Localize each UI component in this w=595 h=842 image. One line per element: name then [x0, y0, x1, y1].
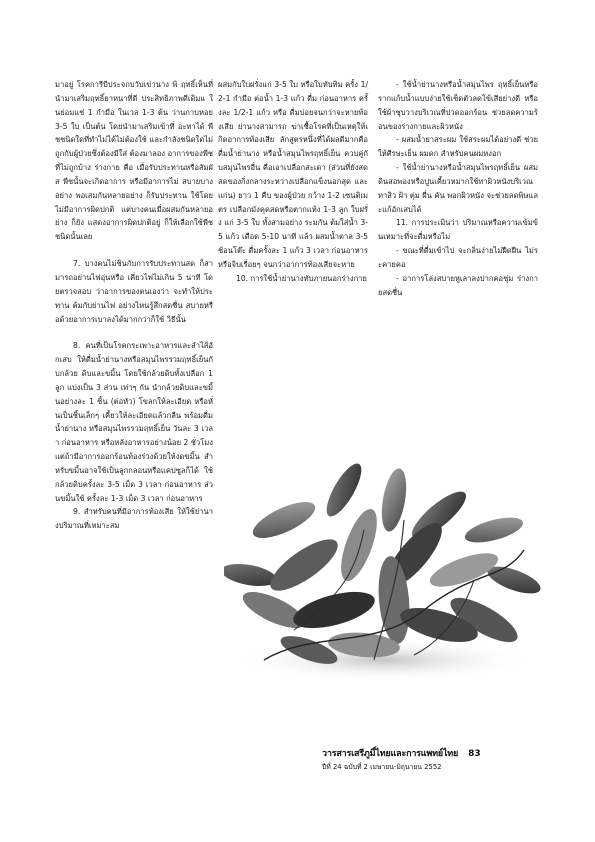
paragraph: 11. การประเมินว่า ปริมาณหรือความเข้มข้นเหมาะที่จะดื่มหรือไม่ [378, 218, 538, 242]
leaf-cluster-icon [224, 460, 542, 692]
paragraph: - ใช้น้ำย่านางหรือน้ำสมุนไพรฤทธิ์เย็น ผสมดินสอพองหรือปูนเคี้ยวหมากใช้ทาผิวหนังบริเวณ ทาสิว ฝ้า ตุ่ม ผื่น คัน พอกผิวหนัง จะช่วยลดพิษและแก้อักเสบได้ [378, 163, 538, 214]
paragraph: - ผสมน้ำยาสระผม ใช้สระผมได้อย่างดี ช่วยให้ศีรษะเย็น ผมดก สำหรับคนผมหงอก [378, 135, 538, 159]
text-column-3 [378, 78, 538, 300]
paragraph: 10. การใช้น้ำย่านางทับภายนอกร่างกาย [236, 273, 367, 283]
page-footer [322, 746, 542, 772]
text-column-1 [55, 78, 213, 533]
paragraph: 8. คนที่เป็นโรคกระเพาะอาหารและลำไส้อักเสบ ให้ดื่มน้ำย่านางหรือสมุนไพรรวมฤทธิ์เย็นกับกล้วย ดิบและขมิ้น โดยใช้กล้วยดิบทั้งเปลือก 1 ลูก แบ่งเป็น 3 ส่วน เท่าๆ กัน นำกล้วยดิบและขมิ้นอย่างละ 1 ชิ้น (ต่อหัว) โขลกให้ละเอียด หรือหั่นเป็นชิ้นเล็กๆ เคี้ยวให้ละเอียดแล้วกลืน พร้อมดื่มน้ำย่านาง หรือสมุนไพรรวมฤทธิ์เย็น วันละ 3 เวลา ก่อนอาหาร หรือหลังอาหารอย่างน้อย 2 ชั่วโมง แต่ถ้ามีอาการออกร้อนท้องร่วงด้วยให้งดขมิ้น สำหรับขมิ้นอาจใช้เป็นลูกกลอนหรือแคปซูลก็ได้ ใช้กล้วยดิบครั้งละ 3-5 เม็ด 3 เวลา ก่อนอาหาร ส่วนขมิ้นใช้ ครั้งละ 1-3 เม็ด 3 เวลา ก่อนอาหาร [55, 341, 213, 503]
paragraph: มาอยู่ โรคการีบีประจกบวับเข่านาง พิ ฤทธิ์เห็นที่นำมาเสริมฤทธิ์ยาหนาที่ดี ประสิทธิภาพดีเดิมแ ในย่อมแช่ 1 กำมือ ในเวล 1-3 ต้น ว่านกาบหอย 3-5 ใบ เป็นต้น โดยนำมาเสริมเข้าที่ อะทาได้ พืชชนิดใดที่ทำไม่ได้ไม่ต้องใช้ และกำลังชนิดใดไม่ถูกกับผู้ป่วยซึ่งต้องมีใส่ ต้องมาลอง อาการของพืชที่ไม่ถูกบ้าง ร่างกาย คือ เมื่อรับประทานหรือสัมผัส พืชนั้นจะเกิดอาการ หรือมีอาการไม่ สบายบางอย่าง พอเสมกันหลายอย่าง ก็รับประทาน ใช้โดยไม่มีอาการผิดปกติ แต่บางคนเมื่อผสมกันหลายอย่าง ก็ยัง แสดงอาการผิดปกติอยู่ ก็ให้เลือกใช้พืช ชนิดนั้นเลย [55, 80, 213, 242]
issue-info: ปีที่ 24 ฉบับที่ 2 เมษายน-มิถุนายน 2552 [322, 763, 442, 771]
yanang-leaves-photo [224, 460, 542, 692]
page-number: 83 [468, 749, 481, 759]
paragraph: ผสมกับใบฝรั่งแก่ 3-5 ใบ หรือใบทับทิม ครั้ง 1/2-1 กำมือ ต่อน้ำ 1-3 แก้ว ดื่ม ก่อนอาหาร ครั้งละ 1/2-1 แก้ว หรือ ดื่มบ่อยจนกว่าจะหายท้องเสีย ย่านางสามารถ ฆ่าเชื้อโรคที่เป็นเหตุให้เกิดอาการท้องเสีย ลักสูตรหนึ่งที่ได้ผลดีมากคือ ดื่มน้ำย่านาง หรือน้ำสมุนไพรฤทธิ์เย็น ควบคู่กับสมุนไพรอื่น คือเอาเปลือกสะเดา (ส่วนที่ยังสดสดของกิ่งกลางระหว่างเปลือกแข็งนอกสุด และแก่น) ยาว 1 คืบ ของผู้ป่วย กว้าง 1-2 เซนติเมตร เปลือกมังคุดสดหรือตากแห้ง 1-3 ลูก ใบฝรั่ง แก่ 3-5 ใบ ทั้งสามอย่าง ระมกัน ต้มใส่น้ำ 3-5 แก้ว เดือด 5-10 นาที แล้ว ผสมน้ำตาล 3-5 ช้อนโต๊ะ ดื่มครั้งละ 1 แก้ว 3 เวลา ก่อนอาหาร หรือจิบเรื่อยๆ จนกว่าอาการท้องเสียจะหาย [218, 80, 368, 269]
paragraph: - ขณะที่ดื่มเข้าไป จะกลิ่นง่ายไม่ฝืดฝืน ไม่ระคายคอ [378, 246, 538, 269]
paragraph: - ใช้น้ำย่านางหรือน้ำสมุนไพร ฤทธิ์เย็นหรือรากแก้บน้ำแบบง่ายใช้เช็ดตัวลดไข้เสียย่างดี หรือใช้ผ้าชุบวางบริเวณที่ปวดออกร้อน ช่วยลดความร้อนของร่างกายและผิวหนัง [378, 80, 538, 131]
paragraph: - อาการโล่งสบายหูเลาลงปากคอชุ่ม ร่างกายสดชื่น [378, 273, 538, 297]
paragraph: 9. สำหรับคนที่มีอาการท้องเสีย ให้ใช้ย่านางปริมาณที่เหมาะสม [55, 507, 213, 531]
paragraph: 7. บางคนไม่ชินกับการรับประทานสด ก็สามารถอย่านไฟอุ่นหรือ เคี่ยวไฟไม่เกิน 5 นาที โดยตรวจสอบ ว่าอาการของตนเองว่า จะทำให้ประทาน ต้มกับย่านไฟ อย่างไหนรู้สึกสดชื่น สบายหรือด้วยอาการเบาลงได้มากกว่าก็ใช้ วิธีนั้น [55, 259, 213, 324]
journal-title: วารสารเสรีภูมิ์ไทยและการแพทย์ไทย [322, 749, 459, 759]
text-column-2 [218, 78, 368, 286]
